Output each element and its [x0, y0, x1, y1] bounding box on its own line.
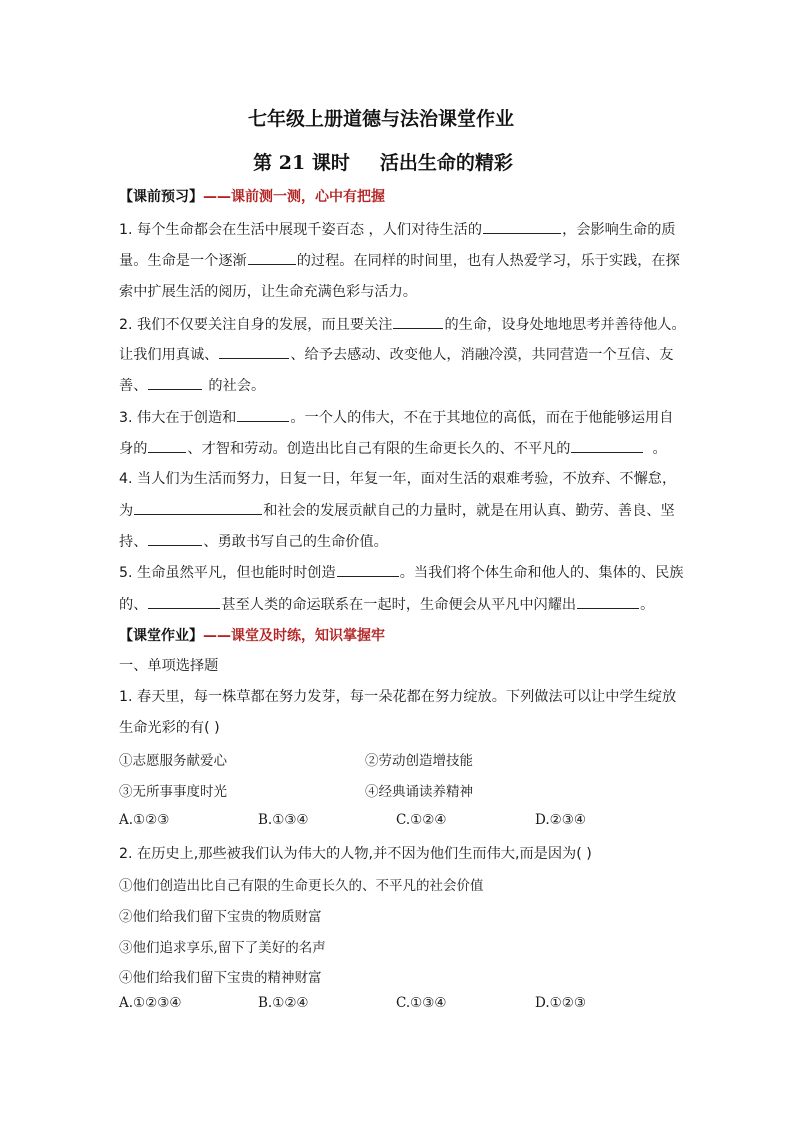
text: 。一个人的伟大，不在于其地位的高低，而在于他能够运用自 — [290, 410, 674, 426]
preview-q4-line2 — [119, 499, 675, 520]
text: 2. 我们不仅要关注自身的发展，而且要关注 — [119, 317, 393, 333]
text: 身的 — [119, 441, 148, 457]
q2-item: ②他们给我们留下宝贵的物质财富 — [119, 909, 322, 925]
fill-blank — [577, 593, 639, 609]
q1-item: ③无所事事度时光 — [119, 784, 227, 800]
q1-option-c: C.①②④ — [396, 812, 447, 828]
preview-q5-line2 — [119, 593, 654, 614]
text: 5. 生命虽然平凡，但也能时时创造 — [119, 565, 336, 581]
lesson-number: 第 21 课时 — [253, 152, 350, 174]
q1-option-b: B.①③④ — [258, 812, 309, 828]
preview-q2-line2 — [119, 343, 673, 364]
preview-q3-line2 — [119, 437, 667, 458]
q2-option-b: B.①②④ — [258, 995, 309, 1011]
preview-q1-line2 — [119, 249, 680, 270]
text: 。 — [652, 441, 667, 457]
text: 。当我们将个体生命和他人的、集体的、民族 — [399, 565, 684, 581]
text: 、才智和劳动。创造出比自己有限的生命更长久的、不平凡的 — [187, 441, 571, 457]
preview-q4-line3 — [119, 530, 388, 551]
classwork-q1-line1: 1. 春天里，每一株草都在努力发芽，每一朵花都在努力绽放。下列做法可以让中学生绽放 — [119, 689, 677, 705]
q2-option-a: A.①②③④ — [119, 995, 182, 1011]
text: 3. 伟大在于创造和 — [119, 410, 237, 426]
fill-blank — [237, 406, 289, 422]
preview-q1-line3: 索中扩展生活的阅历，让生命充满色彩与活力。 — [119, 284, 417, 300]
fill-blank — [483, 218, 561, 234]
preview-motto: ——课前测一测，心中有把握 — [203, 189, 385, 205]
q1-option-d: D.②③④ — [535, 812, 586, 828]
q1-item: ④经典诵读养精神 — [365, 784, 473, 800]
lesson-title: 活出生命的精彩 — [379, 152, 513, 174]
classwork-q2-stem: 2. 在历史上,那些被我们认为伟大的人物,并不因为他们生而伟大,而是因为( ) — [119, 846, 592, 862]
fill-blank — [134, 499, 262, 515]
preview-q4-line1: 4. 当人们为生活而努力，日复一日，年复一年，面对生活的艰难考验，不放弃、不懈怠， — [119, 471, 677, 487]
lesson-heading — [0, 148, 780, 175]
preview-q2-line3 — [119, 374, 265, 395]
fill-blank — [148, 374, 202, 390]
preview-q5-line1 — [119, 561, 683, 582]
fill-blank — [148, 593, 220, 609]
text: 、给予去感动、改变他人，消融冷漠，共同营造一个互信、友 — [290, 347, 674, 363]
q1-item: ②劳动创造增技能 — [365, 753, 473, 769]
text: 的过程。在同样的时间里，也有人热爱学习，乐于实践，在探 — [296, 253, 680, 269]
classwork-motto: ——课堂及时练，知识掌握牢 — [203, 628, 385, 644]
text: 甚至人类的命运联系在一起时，生命便会从平凡中闪耀出 — [221, 597, 577, 613]
q2-item: ①他们创造出比自己有限的生命更长久的、不平凡的社会价值 — [119, 878, 484, 894]
fill-blank — [571, 437, 643, 453]
text: 持、 — [119, 534, 148, 550]
q2-option-d: D.①②③ — [535, 995, 586, 1011]
preview-section-header — [119, 186, 385, 206]
fill-blank — [148, 530, 202, 546]
text: 让我们用真诚、 — [119, 347, 219, 363]
classwork-q1-line2: 生命光彩的有( ) — [119, 720, 220, 736]
fill-blank — [337, 561, 399, 577]
text: 量。生命是一个逐渐 — [119, 253, 247, 269]
q2-option-c: C.①③④ — [396, 995, 447, 1011]
text: 1. 每个生命都会在生活中展现千姿百态 ，人们对待生活的 — [119, 222, 483, 238]
q2-item: ④他们给我们留下宝贵的精神财富 — [119, 970, 322, 986]
preview-q1-line1 — [119, 218, 676, 239]
fill-blank — [148, 437, 186, 453]
text: 善、 — [119, 378, 148, 394]
single-choice-heading: 一、单项选择题 — [119, 658, 219, 674]
text: 、勇敢书写自己的生命价值。 — [203, 534, 388, 550]
fill-blank — [393, 313, 443, 329]
q1-item: ①志愿服务献爱心 — [119, 753, 227, 769]
classwork-section-header — [119, 625, 385, 645]
text: ，会影响生命的质 — [562, 222, 676, 238]
text: 。 — [640, 597, 655, 613]
classwork-label: 【课堂作业】 — [119, 628, 203, 644]
text: 为 — [119, 503, 134, 519]
preview-q3-line1 — [119, 406, 673, 427]
text: 的生命，设身处地地思考并善待他人。 — [444, 317, 686, 333]
fill-blank — [248, 249, 296, 265]
fill-blank — [219, 343, 289, 359]
preview-q2-line1 — [119, 313, 686, 334]
q2-item: ③他们追求享乐,留下了美好的名声 — [119, 940, 326, 956]
q1-option-a: A.①②③ — [119, 812, 170, 828]
text: 和社会的发展贡献自己的力量时，就是在用认真、勤劳、善良、坚 — [263, 503, 675, 519]
worksheet-title: 七年级上册道德与法治课堂作业 — [247, 108, 514, 130]
text: 的社会。 — [208, 378, 266, 394]
preview-label: 【课前预习】 — [119, 189, 203, 205]
text: 的、 — [119, 597, 148, 613]
